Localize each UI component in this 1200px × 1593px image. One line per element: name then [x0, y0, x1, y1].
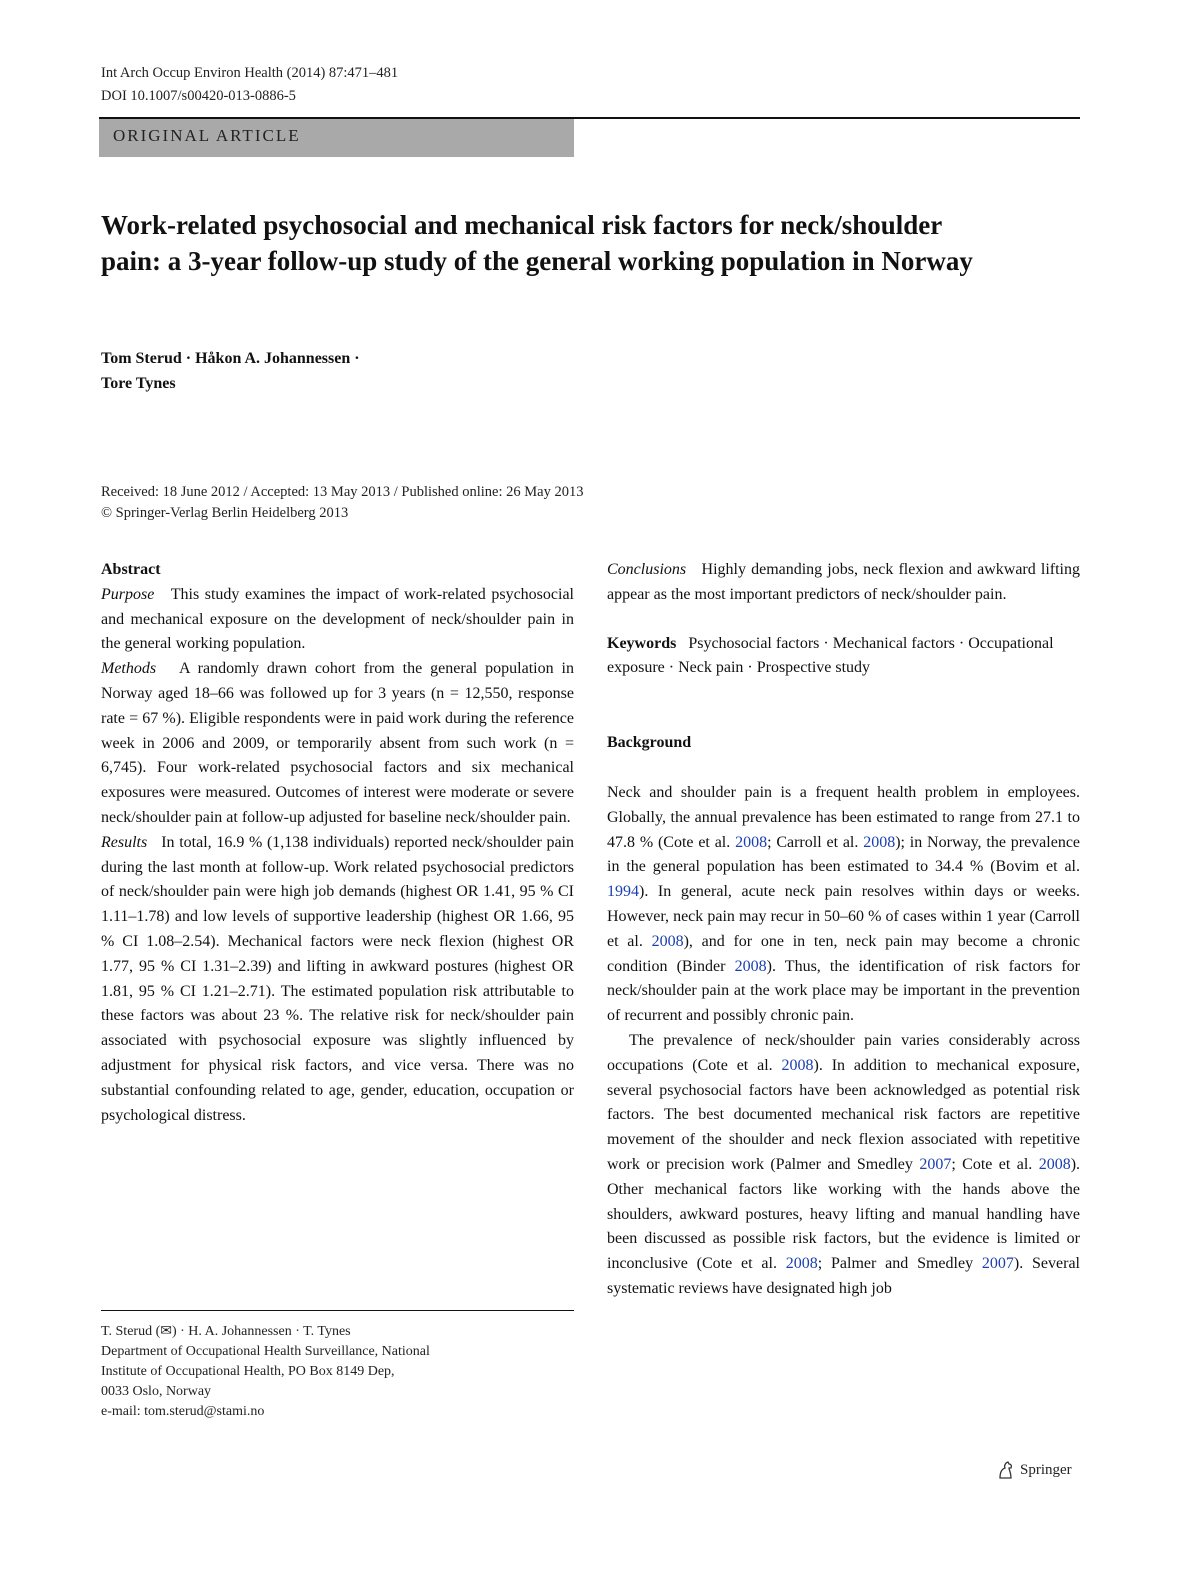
abstract-results: [101, 831, 574, 1129]
journal-citation: Int Arch Occup Environ Health (2014) 87:471–481: [101, 65, 399, 81]
text-run: ). In addition to mechanical exposure, several psychosocial factors have been acknowledged as potential risk factors. The best documented mechanical risk factors are repetitive movement of the shoulder and neck flexion associated with repetitive work or precision work (Palmer and Smedley: [607, 1056, 1081, 1173]
citation-link[interactable]: 2008: [1038, 1155, 1071, 1173]
footnote-authors: T. Sterud (✉) · H. A. Johannessen · T. Tynes: [101, 1324, 351, 1339]
publisher-logo: [996, 1460, 1072, 1480]
text-run: ; Cote et al.: [951, 1155, 1039, 1173]
article-type: ORIGINAL ARTICLE: [113, 126, 301, 145]
text-run: ). Other mechanical factors like working with the hands above the shoulders, awkward postures, heavy lifting and manual handling have been discussed as possible risk factors, but the evidence is limited or inconclusive (Cote et al.: [607, 1155, 1081, 1273]
conclusions-text: Highly demanding jobs, neck flexion and awkward lifting appear as the most important predictors of neck/shoulder pain.: [607, 561, 1080, 603]
citation-link[interactable]: 2008: [785, 1255, 818, 1273]
abstract-methods: [101, 657, 574, 831]
text-run: ), and for one in ten, neck pain may become a chronic condition (Binder: [607, 932, 1081, 975]
citation-link[interactable]: 2008: [863, 833, 896, 851]
right-column: [607, 558, 1080, 1302]
text-run: ; Carroll et al.: [767, 833, 864, 851]
citation-link[interactable]: 2007: [919, 1155, 952, 1173]
left-column: [101, 558, 574, 1128]
background-heading: Background: [607, 734, 692, 752]
publisher-name: Springer: [1020, 1461, 1072, 1478]
results-text: In total, 16.9 % (1,138 individuals) reported neck/shoulder pain during the last month at follow-up. Work related psychosocial predictors of neck/shoulder pain were high job demands (highest OR 1.41, 95 % CI 1.11–1.78) and low levels of supportive leadership (highest OR 1.66, 95 % CI 1.08–2.54). Mechanical factors were neck flexion (highest OR 1.77, 95 % CI 1.31–2.39) and lifting in awkward postures (highest OR 1.81, 95 % CI 1.21–2.71). The estimated population risk attributable to these factors was about 23 %. The relative risk for neck/shoulder pain associated with psychosocial exposure was slightly influenced by adjustment for physical risk factors, and vice versa. There was no substantial confounding related to age, gender, education, occupation or psychological distress.: [101, 833, 574, 1124]
footnote-affiliation-2: Institute of Occupational Health, PO Box 8149 Dep,: [101, 1364, 395, 1379]
abstract-purpose: [101, 583, 574, 657]
authors-line-2: Tore Tynes: [101, 375, 176, 392]
keywords: [607, 632, 1080, 682]
footnote-affiliation-3: 0033 Oslo, Norway: [101, 1384, 212, 1399]
text-run: ; Palmer and Smedley: [817, 1255, 982, 1273]
background-paragraph-1: [607, 781, 1080, 1029]
purpose-text: This study examines the impact of work-related psychosocial and mechanical exposure on the development of neck/shoulder pain in the general working population.: [101, 585, 574, 653]
keywords-text: Psychosocial factors · Mechanical factors · Occupational exposure · Neck pain · Prospective study: [607, 634, 1054, 677]
results-label: Results: [101, 833, 148, 851]
citation-link[interactable]: 1994: [607, 883, 639, 901]
copyright: © Springer-Verlag Berlin Heidelberg 2013: [101, 505, 349, 521]
doi: DOI 10.1007/s00420-013-0886-5: [101, 88, 296, 104]
author-list: [101, 346, 360, 396]
citation-link[interactable]: 2008: [735, 833, 768, 851]
article-dates: [101, 482, 583, 524]
text-run: ); in Norway, the prevalence in the general population has been estimated to 34.4 % (Bovim et al.: [607, 833, 1081, 876]
abstract-heading: Abstract: [101, 561, 161, 578]
text-run: The prevalence of neck/shoulder pain varies considerably across occupations (Cote et al.: [607, 1031, 1080, 1074]
text-run: Neck and shoulder pain is a frequent health problem in employees. Globally, the annual prevalence has been estimated to range from 27.1 to 47.8 % (Cote et al.: [607, 783, 1080, 851]
text-run: ). Thus, the identification of risk factors for neck/shoulder pain at the work place may be important in the prevention of recurrent and possibly chronic pain.: [607, 957, 1081, 1025]
keywords-label: Keywords: [607, 634, 677, 652]
article-title: Work-related psychosocial and mechanical risk factors for neck/shoulder pain: a 3-year follow-up study of the general working population in Norway: [101, 210, 973, 276]
citation-link[interactable]: 2008: [734, 957, 767, 975]
methods-text: A randomly drawn cohort from the general population in Norway aged 18–66 was followed up for 3 years (n = 12,550, response rate = 67 %). Eligible respondents were in paid work during the reference week in 2006 and 2009, or temporarily absent from such work (n = 6,745). Four work-related psychosocial factors and six mechanical exposures were measured. Outcomes of interest were moderate or severe neck/shoulder pain at follow-up adjusted for baseline neck/shoulder pain.: [101, 660, 574, 826]
methods-label: Methods: [101, 660, 157, 678]
article-type-bar: [99, 119, 574, 157]
abstract-conclusions: [607, 558, 1080, 608]
citation-link[interactable]: 2007: [981, 1255, 1014, 1273]
author-footnote: [101, 1322, 574, 1422]
purpose-label: Purpose: [101, 585, 155, 603]
footnote-rule: [101, 1310, 574, 1311]
springer-horse-icon: [996, 1460, 1016, 1480]
authors-line-1: Tom Sterud · Håkon A. Johannessen ·: [101, 350, 360, 367]
publication-history: Received: 18 June 2012 / Accepted: 13 May 2013 / Published online: 26 May 2013: [101, 484, 584, 500]
footnote-email[interactable]: e-mail: tom.sterud@stami.no: [101, 1404, 265, 1419]
background-paragraph-2: [607, 1029, 1080, 1302]
conclusions-label: Conclusions: [607, 561, 687, 578]
citation-link[interactable]: 2008: [651, 932, 684, 950]
text-run: ). In general, acute neck pain resolves within days or weeks. However, neck pain may recur in 50–60 % of cases within 1 year (Carroll et al.: [607, 883, 1080, 950]
citation-link[interactable]: 2008: [781, 1056, 814, 1074]
footnote-affiliation-1: Department of Occupational Health Surveillance, National: [101, 1344, 430, 1359]
text-run: ). Several systematic reviews have designated high job: [607, 1255, 1080, 1297]
